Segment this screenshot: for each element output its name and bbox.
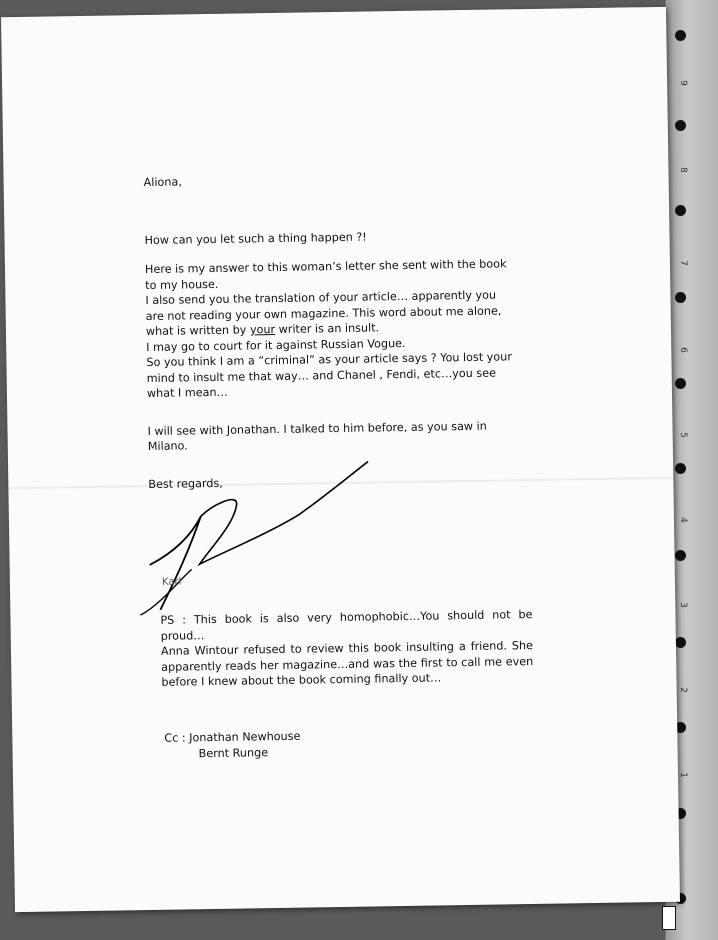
binder-number: 5 bbox=[678, 432, 689, 438]
signer-name: Karl bbox=[161, 576, 182, 588]
punch-hole bbox=[675, 463, 686, 474]
paragraph-1 bbox=[145, 256, 547, 402]
binder-number: 2 bbox=[678, 687, 689, 693]
text-fragment: what is written by bbox=[145, 323, 251, 339]
underlined-word: your bbox=[249, 323, 276, 337]
text-line: Here is my answer to this woman’s letter she sent with the book bbox=[144, 257, 507, 277]
letter-page bbox=[1, 7, 680, 912]
closing: Best regards, bbox=[148, 476, 223, 491]
binder-number: 8 bbox=[678, 167, 689, 173]
cc-block bbox=[164, 729, 301, 762]
punch-hole bbox=[675, 120, 686, 131]
text-line: are not reading your own magazine. This word about me alone, bbox=[145, 303, 502, 323]
binder-number: 3 bbox=[678, 602, 689, 608]
binder-number: 6 bbox=[678, 347, 689, 353]
text-line: Milano. bbox=[147, 439, 188, 454]
ps-line: PS : This book is also very homophobic…You should not be proud… bbox=[160, 608, 533, 643]
signature-scribble bbox=[128, 451, 391, 635]
ps-line: Anna Wintour refused to review this book insulting a friend. She apparently reads her magazine…and was the first to call me even before I knew about the book coming finally out… bbox=[160, 639, 534, 689]
text-line: I will see with Jonathan. I talked to him before, as you saw in bbox=[147, 419, 487, 438]
paragraph-2 bbox=[147, 417, 547, 454]
binder-number: 9 bbox=[678, 80, 689, 86]
punch-hole bbox=[675, 550, 686, 561]
binder-number: 4 bbox=[678, 517, 689, 523]
text-line: So you think I am a “criminal” as your article says ? You lost your bbox=[146, 350, 512, 370]
opening-line: How can you let such a thing happen ?! bbox=[144, 230, 367, 247]
binder-number: 7 bbox=[678, 260, 689, 266]
postscript bbox=[160, 607, 533, 690]
punch-hole bbox=[675, 378, 686, 389]
text-line: what I mean… bbox=[146, 385, 228, 401]
text-line: mind to insult me that way… and Chanel , Fendi, etc…you see bbox=[146, 366, 497, 385]
binder-tab bbox=[662, 906, 676, 930]
binder-number: 1 bbox=[678, 772, 689, 778]
punch-hole bbox=[675, 205, 686, 216]
text-line: I may go to court for it against Russian Vogue. bbox=[146, 336, 406, 354]
cc-line: Bernt Runge bbox=[198, 745, 269, 760]
punch-hole bbox=[675, 637, 686, 648]
text-fragment: writer is an insult. bbox=[274, 321, 380, 337]
greeting: Aliona, bbox=[143, 175, 182, 190]
letter-body bbox=[144, 169, 549, 492]
text-line: to my house. bbox=[145, 277, 219, 292]
punch-hole bbox=[675, 292, 686, 303]
text-line: I also send you the translation of your article… apparently you bbox=[145, 288, 497, 308]
signature bbox=[128, 451, 391, 635]
punch-hole bbox=[675, 30, 686, 41]
cc-line: Cc : Jonathan Newhouse bbox=[164, 729, 301, 745]
